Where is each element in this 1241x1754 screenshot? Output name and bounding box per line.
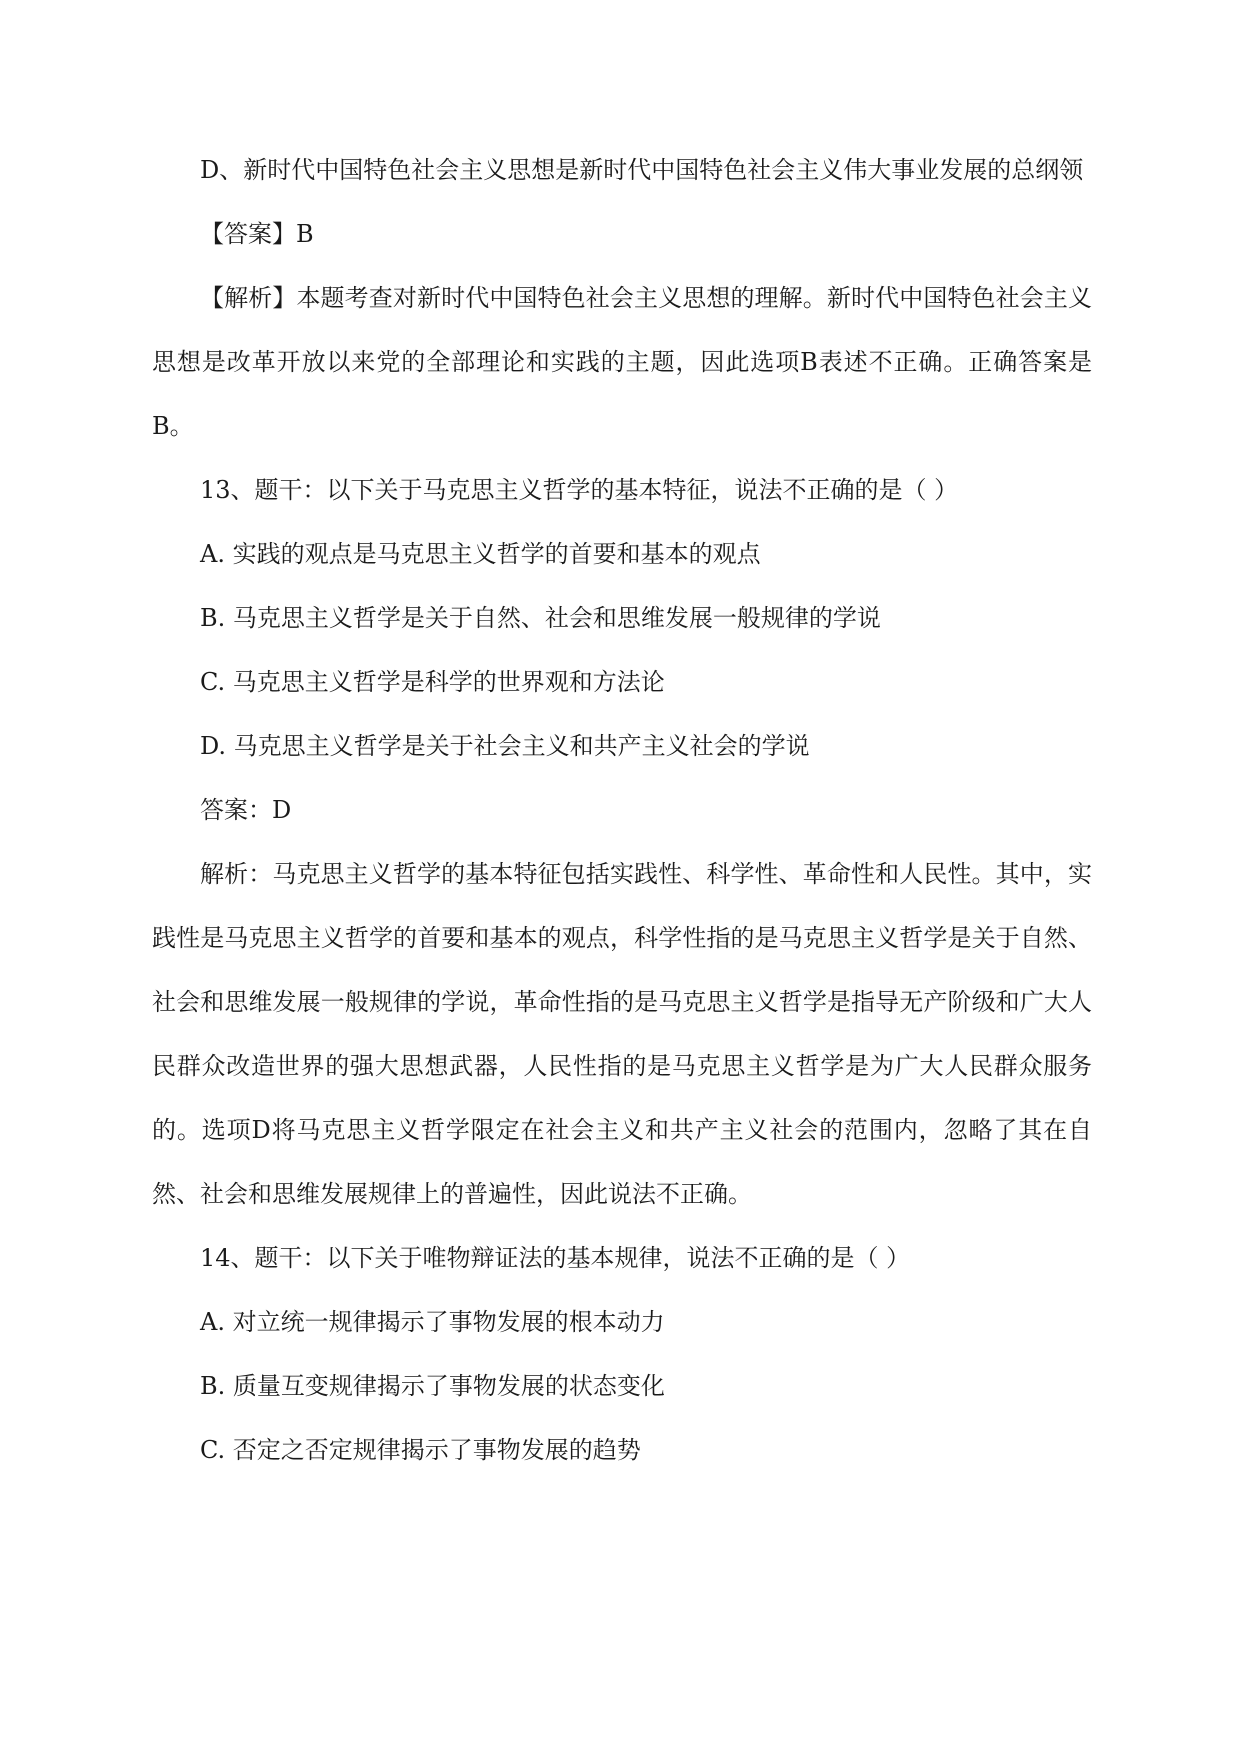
q12-option-d: D、新时代中国特色社会主义思想是新时代中国特色社会主义伟大事业发展的总纲领	[200, 156, 1084, 184]
q13-option-a: A. 实践的观点是马克思主义哲学的首要和基本的观点	[200, 540, 761, 568]
q13-option-b: B. 马克思主义哲学是关于自然、社会和思维发展一般规律的学说	[200, 604, 881, 632]
q12-analysis: 【解析】本题考查对新时代中国特色社会主义思想的理解。新时代中国特色社会主义思想是改革开放以来党的全部理论和实践的主题，因此选项B表述不正确。正确答案是B。	[152, 284, 1092, 440]
q14-stem: 14、题干：以下关于唯物辩证法的基本规律，说法不正确的是（ ）	[200, 1244, 911, 1272]
q13-answer: 答案：D	[200, 796, 292, 824]
q13-analysis: 解析：马克思主义哲学的基本特征包括实践性、科学性、革命性和人民性。其中，实践性是马克思主义哲学的首要和基本的观点，科学性指的是马克思主义哲学是关于自然、社会和思维发展一般规律的学说，革命性指的是马克思主义哲学是指导无产阶级和广大人民群众改造世界的强大思想武器，人民性指的是马克思主义哲学是为广大人民群众服务的。选项D将马克思主义哲学限定在社会主义和共产主义社会的范围内，忽略了其在自然、社会和思维发展规律上的普遍性，因此说法不正确。	[152, 860, 1092, 1208]
document-content	[152, 138, 1092, 1482]
q12-answer: 【答案】B	[200, 220, 314, 248]
q14-option-c: C. 否定之否定规律揭示了事物发展的趋势	[200, 1436, 641, 1464]
q14-option-b: B. 质量互变规律揭示了事物发展的状态变化	[200, 1372, 665, 1400]
q13-stem: 13、题干：以下关于马克思主义哲学的基本特征，说法不正确的是（ ）	[200, 476, 959, 504]
q14-option-a: A. 对立统一规律揭示了事物发展的根本动力	[200, 1308, 665, 1336]
q13-option-c: C. 马克思主义哲学是科学的世界观和方法论	[200, 668, 665, 696]
q13-option-d: D. 马克思主义哲学是关于社会主义和共产主义社会的学说	[200, 732, 810, 760]
